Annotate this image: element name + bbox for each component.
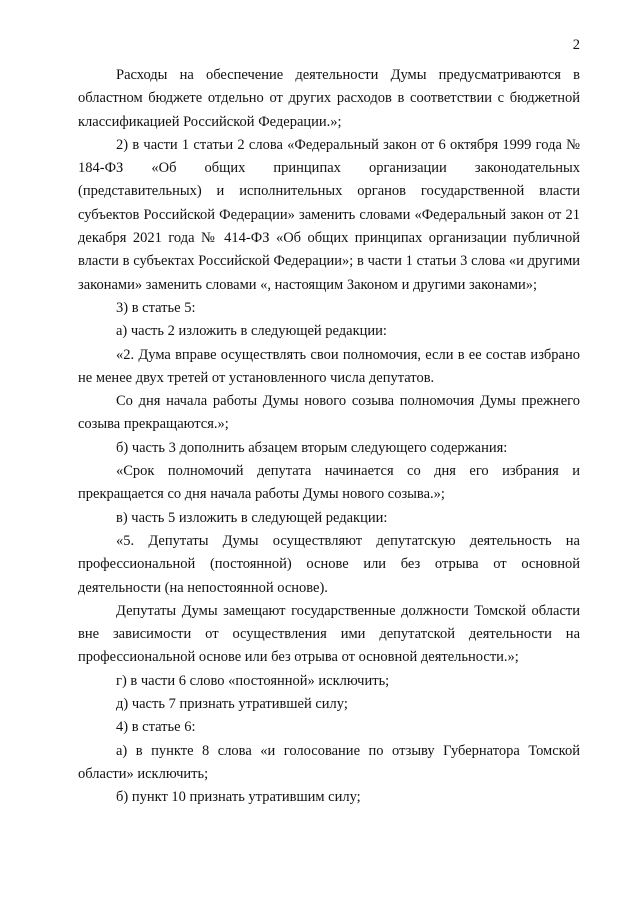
paragraph-item-3v: в) часть 5 изложить в следующей редакции: [116, 509, 388, 526]
paragraph-item-4b: б) пункт 10 признать утратившим силу; [116, 789, 361, 806]
paragraph-item-4a: а) в пункте 8 слова «и голосование по отзыву Губернатора Томской области» исключить; [78, 742, 580, 782]
paragraph-quote-new-convocation: Со дня начала работы Думы нового созыва полномочия Думы прежнего созыва прекращаются.»; [78, 393, 580, 433]
paragraph-expenses: Расходы на обеспечение деятельности Думы предусматриваются в областном бюджете отдельно от других расходов в соответствии с бюджетной классификацией Российской Федерации.»; [78, 67, 580, 130]
paragraph-item-3d: д) часть 7 признать утратившей силу; [116, 696, 348, 713]
paragraph-item-3a: а) часть 2 изложить в следующей редакции: [116, 323, 387, 340]
paragraph-item-3b: б) часть 3 дополнить абзацем вторым следующего содержания: [116, 439, 508, 456]
page-number: 2 [572, 37, 580, 53]
paragraph-quote-part-5: «5. Депутаты Думы осуществляют депутатскую деятельность на профессиональной (постоянной) основе или без отрыва от основной деятельности (на непостоянной основе). [78, 532, 580, 596]
paragraph-item-2: 2) в части 1 статьи 2 слова «Федеральный закон от 6 октября 1999 года № 184-ФЗ «Об общих принципах организации законодательных (представительных) и исполнительных органов государственной власти субъектов Российской Федерации» заменить словами «Федеральный закон от 21 декабря 2021 года № 414-ФЗ «Об общих принципах организации публичной власти в субъектах Российской Федерации»; в части 1 статьи 3 слова «и другими законами» заменить словами «, настоящим Законом и другими законами»; [78, 136, 580, 293]
paragraph-item-3g: г) в части 6 слово «постоянной» исключить; [116, 672, 390, 689]
document-body [78, 64, 580, 810]
paragraph-item-4: 4) в статье 6: [116, 719, 196, 736]
paragraph-quote-term: «Срок полномочий депутата начинается со дня его избрания и прекращается со дня начала работы Думы нового созыва.»; [78, 463, 580, 503]
paragraph-quote-part-2: «2. Дума вправе осуществлять свои полномочия, если в ее состав избрано не менее двух третей от установленного числа депутатов. [78, 346, 580, 386]
paragraph-item-3: 3) в статье 5: [116, 299, 196, 316]
paragraph-quote-positions: Депутаты Думы замещают государственные должности Томской области вне зависимости от осуществления ими депутатской деятельности на профессиональной основе или без отрыва от основной деятельности.»; [78, 602, 580, 666]
